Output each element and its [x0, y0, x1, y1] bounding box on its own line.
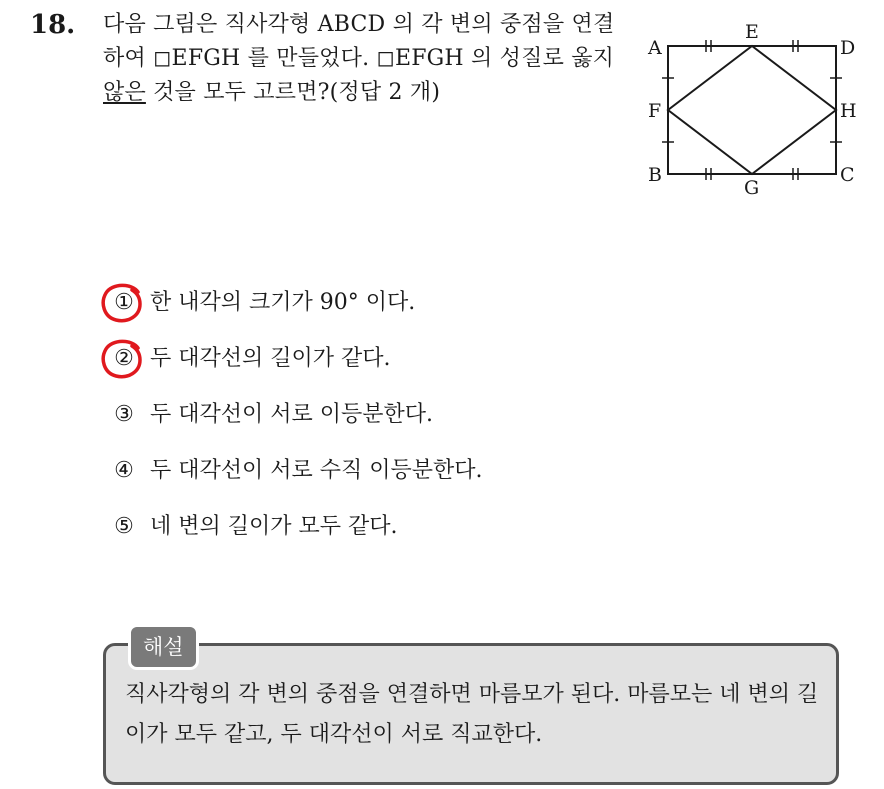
- rectangle-abcd: [668, 46, 836, 174]
- label-c: C: [840, 164, 855, 186]
- question-number: 18.: [30, 10, 76, 40]
- explanation-tag: 해설: [128, 624, 199, 670]
- choice-4[interactable]: [104, 443, 483, 499]
- choice-5[interactable]: [104, 499, 483, 555]
- red-circle-mark: [98, 335, 146, 383]
- choice-1[interactable]: [104, 275, 483, 331]
- question-text-part1: 다음 그림은 직사각형 ABCD 의 각 변의 중점을 연결하여 ◻EFGH 를 만들었다. ◻EFGH 의 성질로 옳지: [103, 12, 615, 71]
- question-emphasis: 않은: [103, 80, 146, 105]
- question-text-part2: 것을 모두 고르면?(정답 2 개): [145, 80, 441, 105]
- question-text: [103, 8, 615, 110]
- explanation-text: 직사각형의 각 변의 중점을 연결하면 마름모가 된다. 마름모는 네 변의 길이가 모두 같고, 두 대각선이 서로 직교한다.: [125, 682, 819, 747]
- choice-list: [104, 275, 483, 555]
- choice-text: 네 변의 길이가 모두 같다.: [150, 514, 398, 539]
- choice-number: ②: [104, 339, 144, 379]
- label-a: A: [648, 37, 662, 59]
- tick-marks: [662, 40, 842, 180]
- choice-text: 두 대각선이 서로 이등분한다.: [150, 402, 433, 427]
- label-d: D: [840, 37, 856, 59]
- choice-number: ③: [114, 402, 134, 427]
- choice-text: 한 내각의 크기가 90° 이다.: [150, 290, 416, 315]
- choice-3[interactable]: [104, 387, 483, 443]
- label-e: E: [745, 21, 759, 43]
- choice-number: ⑤: [114, 514, 134, 539]
- label-h: H: [840, 100, 857, 122]
- choice-number: ①: [104, 283, 144, 323]
- label-b: B: [648, 164, 662, 186]
- label-g: G: [744, 177, 760, 199]
- rhombus-efgh: [668, 46, 836, 174]
- red-circle-mark: [98, 279, 146, 327]
- choice-text: 두 대각선의 길이가 같다.: [150, 346, 391, 371]
- choice-number: ④: [114, 458, 134, 483]
- rectangle-figure: [640, 18, 870, 203]
- label-f: F: [648, 100, 662, 122]
- choice-2[interactable]: [104, 331, 483, 387]
- choice-text: 두 대각선이 서로 수직 이등분한다.: [150, 458, 483, 483]
